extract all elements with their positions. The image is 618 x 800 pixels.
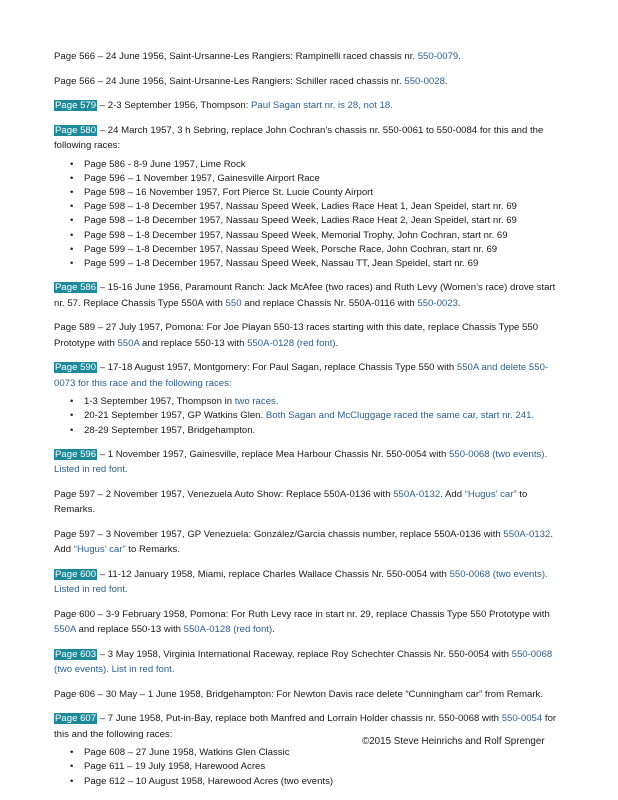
page-highlight: Page 603 (55, 648, 97, 660)
entry-page-603: Page 603 – 3 May 1958, Virginia International Raceway, replace Roy Schechter Chassis Nr. 550-0054 with 550-0068 (two events). List in red font. (54, 648, 553, 676)
entry-page-589: Page 589 – 27 July 1957, Pomona: For Joe Playan 550-13 races starting with this date, replace Chassis Type 550 Prototype with 550A and replace 550-13 with 550A-0128 (red font). (54, 322, 539, 349)
copyright-footer: ©2015 Steve Heinrichs and Rolf Sprenger (362, 736, 545, 747)
entry-page-607: Page 607 – 7 June 1958, Put-in-Bay, replace both Manfred and Lorrain Holder chassis nr. 550-0068 with 550-0054 for this and the following races: (54, 713, 557, 740)
races-list-590 (54, 395, 564, 438)
list-item: • Page 611 – 19 July 1958, Harewood Acres (72, 760, 564, 774)
list-item: • Page 586 - 8-9 June 1957, Lime Rock (72, 158, 564, 172)
list-item: • Page 608 – 27 June 1958, Watkins Glen Classic (72, 746, 564, 760)
page-highlight: Page 600 (55, 568, 97, 580)
document-page (54, 49, 564, 798)
entry-page-600-miami: Page 600 – 11-12 January 1958, Miami, replace Charles Wallace Chassis Nr. 550-0054 with 550-0068 (two events). Listed in red font. (54, 568, 548, 596)
entry-page-600-pomona: Page 600 – 3-9 February 1958, Pomona: For Ruth Levy race in start nr. 29, replace Chassis Type 550 Prototype with 550A and replace 550-13 with 550A-0128 (red font). (54, 608, 550, 636)
entry-page-597-gp-venezuela: Page 597 – 3 November 1957, GP Venezuela: González/Garcia chassis number, replace 550A-0136 with 550A-0132. Add “Hugus’ car” to Remarks. (54, 528, 554, 556)
page-highlight: Page 590 (55, 362, 97, 374)
page-highlight: Page 580 (55, 124, 97, 136)
list-item: • Page 598 – 1-8 December 1957, Nassau Speed Week, Memorial Trophy, John Cochran, start nr. 69 (72, 229, 564, 243)
list-item: • Page 598 – 1-8 December 1957, Nassau Speed Week, Ladies Race Heat 2, Jean Speidel, start nr. 69 (72, 214, 564, 228)
entry-page-566-schiller: Page 566 – 24 June 1956, Saint-Ursanne-Les Rangiers: Schiller raced chassis nr. 550-0028. (54, 75, 448, 87)
page-highlight: Page 579 (55, 100, 97, 111)
entry-page-586: Page 586 – 15-16 June 1956, Paramount Ranch: Jack McAfee (two races) and Ruth Levy (Women’s race) drove start nr. 57. Replace Chassis Type 550A with 550 and replace Chassis Nr. 550A-0116 with 550-0023. (54, 282, 556, 309)
page-highlight: Page 607 (55, 713, 97, 725)
entry-page-580: Page 580 – 24 March 1957, 3 h Sebring, replace John Cochran’s chassis nr. 550-0061 to 550-0084 for this and the following races: (54, 124, 544, 151)
list-item: • Page 599 – 1-8 December 1957, Nassau Speed Week, Porsche Race, John Cochran, start nr. 69 (72, 243, 564, 257)
list-item: • Page 612 – 10 August 1958, Harewood Acres (two events) (72, 775, 564, 789)
page-highlight: Page 586 (55, 282, 97, 294)
entry-page-579: Page 579 – 2-3 September 1956, Thompson: Paul Sagan start nr. is 28, not 18. (55, 100, 393, 111)
entry-page-606: Page 606 – 30 May – 1 June 1958, Bridgehampton: For Newton Davis race delete “Cunningham car” from Remark. (54, 688, 544, 700)
list-item: • 20-21 September 1957, GP Watkins Glen. Both Sagan and McCluggage raced the same car, start nr. 241. (72, 409, 564, 423)
entry-page-566-rampinelli: Page 566 – 24 June 1956, Saint-Ursanne-Les Rangiers: Rampinelli raced chassis nr. 550-0079. (54, 51, 461, 62)
list-item: • Page 598 – 1-8 December 1957, Nassau Speed Week, Ladies Race Heat 1, Jean Speidel, start nr. 69 (72, 200, 564, 214)
list-item: • 28-29 September 1957, Bridgehampton. (72, 424, 564, 438)
races-list-580 (54, 158, 564, 272)
entry-page-597-auto-show: Page 597 – 2 November 1957, Venezuela Auto Show: Replace 550A-0136 with 550A-0132. Add “Hugus’ car” to Remarks. (54, 488, 528, 516)
list-item: • Page 599 – 1-8 December 1957, Nassau Speed Week, Nassau TT, Jean Speidel, start nr. 69 (72, 257, 564, 271)
races-list-607 (54, 746, 564, 789)
page-highlight: Page 596 (55, 448, 97, 460)
entry-page-596: Page 596 – 1 November 1957, Gainesville, replace Mea Harbour Chassis Nr. 550-0054 with 550-0068 (two events). Listed in red font. (54, 448, 548, 476)
list-item: • 1-3 September 1957, Thompson in two races. (72, 395, 564, 409)
list-item: • Page 598 – 16 November 1957, Fort Pierce St. Lucie County Airport (72, 186, 564, 200)
entry-page-590: Page 590 – 17-18 August 1957, Montgomery: For Paul Sagan, replace Chassis Type 550 with 550A and delete 550-0073 for this race and the following races: (54, 362, 549, 389)
list-item: • Page 596 – 1 November 1957, Gainesville Airport Race (72, 172, 564, 186)
